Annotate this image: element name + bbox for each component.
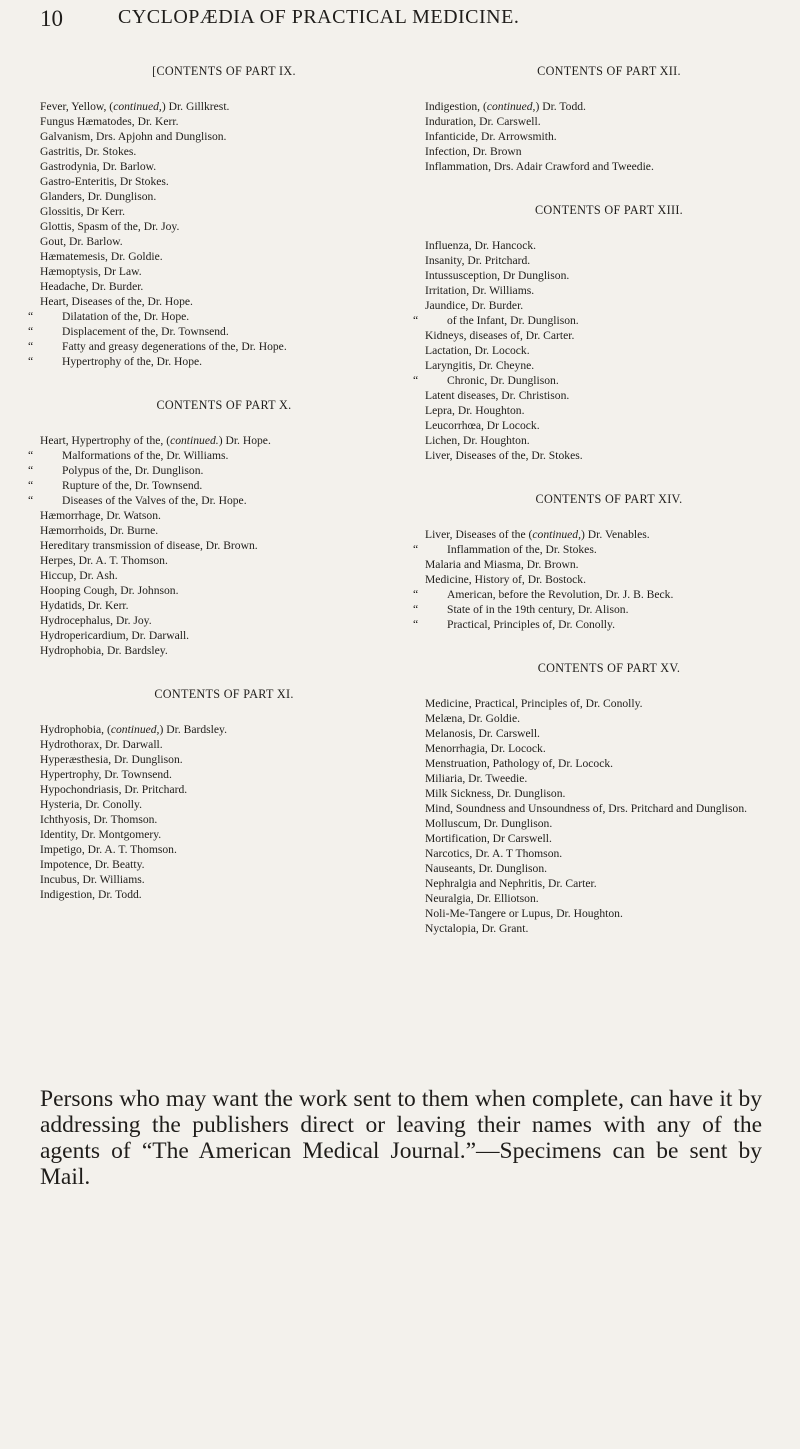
entry-text: ) Dr. Hope.	[218, 434, 271, 447]
contents-section	[28, 64, 408, 369]
contents-entry	[40, 264, 408, 279]
contents-entry	[425, 99, 793, 114]
entry-text: Nauseants, Dr. Dunglison.	[425, 862, 548, 875]
contents-entry	[40, 523, 408, 538]
entry-italic-note: continued,	[532, 528, 582, 541]
entry-italic-note: continued,	[110, 723, 160, 736]
contents-entry	[40, 628, 408, 643]
contents-entry	[40, 568, 408, 583]
entry-text: Laryngitis, Dr. Cheyne.	[425, 359, 535, 372]
contents-entry	[425, 861, 793, 876]
contents-entry	[40, 767, 408, 782]
entry-text: Infanticide, Dr. Arrowsmith.	[425, 130, 557, 143]
ditto-mark: “	[413, 374, 419, 387]
contents-entry	[425, 253, 793, 268]
entry-text: ) Dr. Venables.	[581, 528, 650, 541]
contents-entry	[40, 842, 408, 857]
entry-text: Fatty and greasy degenerations of the, Dr. Hope.	[62, 340, 287, 353]
contents-entry	[425, 741, 793, 756]
entry-text: Ichthyosis, Dr. Thomson.	[40, 813, 158, 826]
contents-entry	[28, 339, 408, 354]
entry-italic-note: continued,	[113, 100, 162, 113]
contents-entry	[40, 279, 408, 294]
entry-text: Infection, Dr. Brown	[425, 145, 522, 158]
entry-text: Malaria and Miasma, Dr. Brown.	[425, 558, 579, 571]
entry-text: Hydrophobia, Dr. Bardsley.	[40, 644, 168, 657]
contents-entry	[425, 557, 793, 572]
entry-text: American, before the Revolution, Dr. J. B. Beck.	[447, 588, 674, 601]
entry-text: Insanity, Dr. Pritchard.	[425, 254, 531, 267]
entry-text: Mortification, Dr Carswell.	[425, 832, 552, 845]
contents-entry	[425, 268, 793, 283]
contents-entry	[413, 542, 793, 557]
contents-entry	[425, 726, 793, 741]
entry-text: Hydrothorax, Dr. Darwall.	[40, 738, 163, 751]
contents-entry	[28, 478, 408, 493]
contents-entry	[425, 816, 793, 831]
contents-entry	[28, 448, 408, 463]
entry-text: Indigestion, Dr. Todd.	[40, 888, 142, 901]
entry-text: Fungus Hæmatodes, Dr. Kerr.	[40, 115, 179, 128]
footer-note: Persons who may want the work sent to them when complete, can have it by addressing the publishers direct or leaving their names with any of the agents of “The American Medical Journal.”—Specimens can be sent by Mail.	[40, 1086, 762, 1190]
contents-entry	[425, 448, 793, 463]
contents-entry	[425, 801, 793, 816]
entry-text: Dilatation of the, Dr. Hope.	[62, 310, 190, 323]
entry-text: Displacement of the, Dr. Townsend.	[62, 325, 229, 338]
contents-entry	[425, 876, 793, 891]
entry-text: Practical, Principles of, Dr. Conolly.	[447, 618, 615, 631]
entry-text: ) Dr. Bardsley.	[159, 723, 227, 736]
entry-text: Identity, Dr. Montgomery.	[40, 828, 162, 841]
entry-text: Leucorrhœa, Dr Locock.	[425, 419, 540, 432]
contents-entry	[28, 493, 408, 508]
contents-entry	[425, 696, 793, 711]
contents-section	[425, 661, 793, 936]
entry-text: Heart, Hypertrophy of the, (	[40, 434, 171, 447]
entry-text: Irritation, Dr. Williams.	[425, 284, 535, 297]
entry-italic-note: continued,	[486, 100, 536, 113]
entry-text: Impetigo, Dr. A. T. Thomson.	[40, 843, 177, 856]
ditto-mark: “	[28, 449, 34, 462]
contents-entry	[425, 328, 793, 343]
entry-text: Polypus of the, Dr. Dunglison.	[62, 464, 204, 477]
contents-entry	[40, 174, 408, 189]
contents-entry	[40, 737, 408, 752]
contents-entry	[40, 613, 408, 628]
contents-entry	[40, 159, 408, 174]
entry-text: Jaundice, Dr. Burder.	[425, 299, 524, 312]
entry-text: Rupture of the, Dr. Townsend.	[62, 479, 203, 492]
entry-text: Hæmatemesis, Dr. Goldie.	[40, 250, 163, 263]
section-heading: CONTENTS OF PART X.	[156, 398, 292, 412]
entry-text: Hypertrophy of the, Dr. Hope.	[62, 355, 203, 368]
contents-entry	[425, 433, 793, 448]
contents-entry	[413, 602, 793, 617]
entry-text: State of in the 19th century, Dr. Alison.	[447, 603, 629, 616]
ditto-mark: “	[413, 543, 419, 556]
contents-entry	[40, 872, 408, 887]
contents-entry	[40, 114, 408, 129]
contents-section	[413, 492, 793, 632]
running-head: CYCLOPÆDIA OF PRACTICAL MEDICINE.	[118, 6, 520, 28]
entry-text: Inflammation, Drs. Adair Crawford and Tweedie.	[425, 160, 654, 173]
contents-entry	[40, 99, 408, 114]
contents-entry	[40, 433, 408, 448]
page-number: 10	[40, 6, 63, 31]
entry-text: Hysteria, Dr. Conolly.	[40, 798, 142, 811]
entry-text: Lepra, Dr. Houghton.	[425, 404, 525, 417]
ditto-mark: “	[28, 310, 34, 323]
contents-section	[40, 687, 408, 902]
entry-text: Hæmoptysis, Dr Law.	[40, 265, 142, 278]
entry-text: Medicine, History of, Dr. Bostock.	[425, 573, 587, 586]
entry-text: Hæmorrhage, Dr. Watson.	[40, 509, 161, 522]
contents-entry	[413, 373, 793, 388]
entry-text: Miliaria, Dr. Tweedie.	[425, 772, 528, 785]
entry-text: Menstruation, Pathology of, Dr. Locock.	[425, 757, 614, 770]
contents-entry	[40, 219, 408, 234]
entry-text: Glossitis, Dr Kerr.	[40, 205, 126, 218]
contents-entry	[413, 617, 793, 632]
contents-entry	[425, 403, 793, 418]
entry-text: Inflammation of the, Dr. Stokes.	[447, 543, 597, 556]
contents-entry	[28, 354, 408, 369]
entry-text: of the Infant, Dr. Dunglison.	[447, 314, 579, 327]
contents-entry	[425, 343, 793, 358]
contents-entry	[40, 812, 408, 827]
contents-entry	[425, 358, 793, 373]
entry-text: Kidneys, diseases of, Dr. Carter.	[425, 329, 575, 342]
contents-entry	[425, 129, 793, 144]
ditto-mark: “	[28, 355, 34, 368]
contents-entry	[425, 159, 793, 174]
contents-entry	[425, 891, 793, 906]
entry-text: Gastro-Enteritis, Dr Stokes.	[40, 175, 169, 188]
contents-entry	[28, 309, 408, 324]
right-column	[413, 64, 793, 965]
entry-text: Liver, Diseases of the (	[425, 528, 533, 541]
contents-entry	[40, 553, 408, 568]
entry-text: Nyctalopia, Dr. Grant.	[425, 922, 529, 935]
contents-entry	[40, 827, 408, 842]
contents-entry	[40, 144, 408, 159]
entry-text: Milk Sickness, Dr. Dunglison.	[425, 787, 566, 800]
contents-entry	[425, 906, 793, 921]
entry-text: Hiccup, Dr. Ash.	[40, 569, 118, 582]
entry-text: Heart, Diseases of the, Dr. Hope.	[40, 295, 193, 308]
entry-text: Lichen, Dr. Houghton.	[425, 434, 530, 447]
contents-entry	[40, 598, 408, 613]
section-heading: [CONTENTS OF PART IX.	[152, 64, 296, 78]
entry-text: Hydropericardium, Dr. Darwall.	[40, 629, 190, 642]
entry-text: Headache, Dr. Burder.	[40, 280, 144, 293]
entry-text: Medicine, Practical, Principles of, Dr. Conolly.	[425, 697, 643, 710]
entry-text: Menorrhagia, Dr. Locock.	[425, 742, 546, 755]
contents-entry	[40, 752, 408, 767]
entry-text: Narcotics, Dr. A. T Thomson.	[425, 847, 563, 860]
contents-entry	[40, 782, 408, 797]
contents-section	[28, 398, 408, 658]
ditto-mark: “	[28, 464, 34, 477]
contents-entry	[40, 204, 408, 219]
contents-entry	[425, 238, 793, 253]
contents-entry	[28, 463, 408, 478]
contents-entry	[425, 572, 793, 587]
entry-text: Neuralgia, Dr. Elliotson.	[425, 892, 539, 905]
contents-entry	[425, 418, 793, 433]
section-heading: CONTENTS OF PART XV.	[537, 661, 681, 675]
entry-text: Molluscum, Dr. Dunglison.	[425, 817, 553, 830]
entry-text: Diseases of the Valves of the, Dr. Hope.	[62, 494, 247, 507]
entry-text: Hypertrophy, Dr. Townsend.	[40, 768, 172, 781]
contents-entry	[425, 388, 793, 403]
entry-text: Latent diseases, Dr. Christison.	[425, 389, 570, 402]
left-column	[28, 64, 408, 931]
contents-entry	[425, 831, 793, 846]
entry-text: Galvanism, Drs. Apjohn and Dunglison.	[40, 130, 227, 143]
entry-text: Mind, Soundness and Unsoundness of, Drs. Pritchard and Dunglison.	[425, 802, 748, 815]
contents-entry	[40, 234, 408, 249]
entry-text: Glanders, Dr. Dunglison.	[40, 190, 157, 203]
contents-entry	[413, 313, 793, 328]
contents-entry	[413, 587, 793, 602]
contents-entry	[40, 249, 408, 264]
entry-text: ) Dr. Gillkrest.	[161, 100, 230, 113]
entry-text: Indigestion, (	[425, 100, 487, 113]
entry-text: Chronic, Dr. Dunglison.	[447, 374, 559, 387]
section-heading: CONTENTS OF PART XIV.	[535, 492, 683, 506]
ditto-mark: “	[413, 603, 419, 616]
contents-section	[425, 64, 793, 174]
contents-entry	[40, 583, 408, 598]
contents-entry	[40, 857, 408, 872]
entry-text: Glottis, Spasm of the, Dr. Joy.	[40, 220, 180, 233]
ditto-mark: “	[413, 618, 419, 631]
contents-entry	[425, 921, 793, 936]
contents-entry	[40, 643, 408, 658]
entry-text: Fever, Yellow, (	[40, 100, 114, 113]
contents-entry	[40, 294, 408, 309]
entry-text: Liver, Diseases of the, Dr. Stokes.	[425, 449, 583, 462]
entry-text: Gastritis, Dr. Stokes.	[40, 145, 137, 158]
section-heading: CONTENTS OF PART XIII.	[534, 203, 684, 217]
contents-entry	[425, 527, 793, 542]
ditto-mark: “	[28, 494, 34, 507]
entry-text: Hydrocephalus, Dr. Joy.	[40, 614, 152, 627]
contents-entry	[40, 887, 408, 902]
entry-text: Hydrophobia, (	[40, 723, 111, 736]
entry-text: Hereditary transmission of disease, Dr. Brown.	[40, 539, 258, 552]
entry-text: Intussusception, Dr Dunglison.	[425, 269, 570, 282]
contents-entry	[40, 722, 408, 737]
ditto-mark: “	[28, 479, 34, 492]
entry-text: Malformations of the, Dr. Williams.	[62, 449, 229, 462]
entry-text: Impotence, Dr. Beatty.	[40, 858, 145, 871]
ditto-mark: “	[413, 314, 419, 327]
entry-text: Herpes, Dr. A. T. Thomson.	[40, 554, 168, 567]
contents-entry	[425, 144, 793, 159]
contents-section	[413, 203, 793, 463]
contents-entry	[425, 771, 793, 786]
section-heading: CONTENTS OF PART XI.	[154, 687, 294, 701]
section-heading: CONTENTS OF PART XII.	[537, 64, 681, 78]
entry-text: Hæmorrhoids, Dr. Burne.	[40, 524, 159, 537]
entry-text: Induration, Dr. Carswell.	[425, 115, 541, 128]
entry-text: Incubus, Dr. Williams.	[40, 873, 145, 886]
contents-entry	[40, 797, 408, 812]
contents-entry	[40, 129, 408, 144]
contents-entry	[40, 189, 408, 204]
entry-italic-note: continued.	[170, 434, 219, 447]
entry-text: Noli-Me-Tangere or Lupus, Dr. Houghton.	[425, 907, 623, 920]
entry-text: Nephralgia and Nephritis, Dr. Carter.	[425, 877, 597, 890]
contents-entry	[425, 846, 793, 861]
contents-entry	[40, 538, 408, 553]
contents-entry	[425, 283, 793, 298]
contents-entry	[425, 114, 793, 129]
entry-text: Melæna, Dr. Goldie.	[425, 712, 520, 725]
entry-text: Lactation, Dr. Locock.	[425, 344, 530, 357]
contents-entry	[425, 756, 793, 771]
contents-entry	[28, 324, 408, 339]
contents-entry	[425, 786, 793, 801]
entry-text: Hyperæsthesia, Dr. Dunglison.	[40, 753, 183, 766]
contents-entry	[425, 711, 793, 726]
entry-text: Gastrodynia, Dr. Barlow.	[40, 160, 157, 173]
ditto-mark: “	[28, 325, 34, 338]
entry-text: Hypochondriasis, Dr. Pritchard.	[40, 783, 188, 796]
entry-text: ) Dr. Todd.	[535, 100, 586, 113]
entry-text: Melanosis, Dr. Carswell.	[425, 727, 540, 740]
entry-text: Gout, Dr. Barlow.	[40, 235, 123, 248]
ditto-mark: “	[413, 588, 419, 601]
entry-text: Influenza, Dr. Hancock.	[425, 239, 537, 252]
entry-text: Hooping Cough, Dr. Johnson.	[40, 584, 179, 597]
ditto-mark: “	[28, 340, 34, 353]
contents-entry	[425, 298, 793, 313]
entry-text: Hydatids, Dr. Kerr.	[40, 599, 129, 612]
contents-entry	[40, 508, 408, 523]
